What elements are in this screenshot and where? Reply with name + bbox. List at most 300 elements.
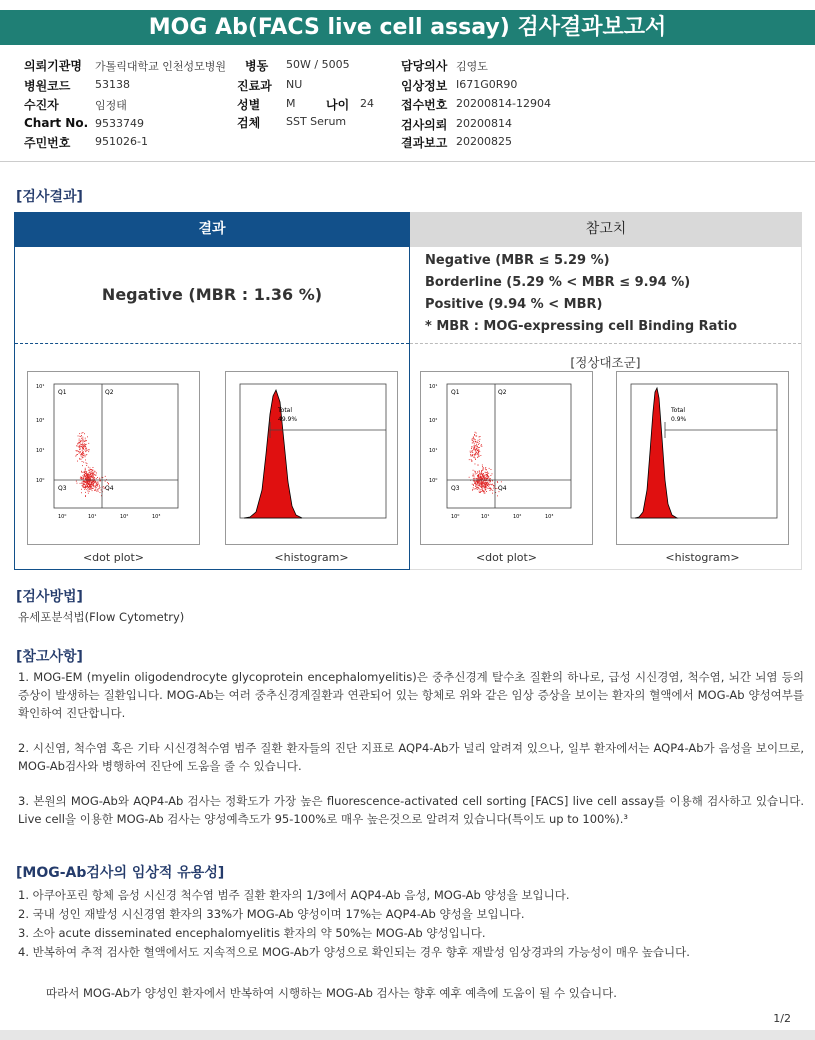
- scatter-dot: [93, 488, 94, 489]
- scatter-dot: [92, 490, 93, 491]
- scatter-dot: [479, 491, 480, 492]
- scatter-dot: [88, 477, 89, 478]
- scatter-dot: [94, 482, 95, 483]
- scatter-dot: [482, 481, 483, 482]
- histogram-label: Total: [278, 407, 293, 414]
- scatter-dot: [473, 485, 474, 486]
- x-tick-label: 10⁰: [451, 514, 460, 520]
- scatter-dot: [90, 487, 91, 488]
- histogram-value: 0.9%: [671, 416, 687, 423]
- reference-negative: Negative (MBR ≤ 5.29 %): [425, 253, 610, 268]
- results-table: [14, 212, 802, 570]
- scatter-dot: [90, 473, 91, 474]
- note-paragraph: 1. MOG-EM (myelin oligodendrocyte glycoprotein encephalomyelitis)은 중추신경계 탈수초 질환의 하나로, 급성 시신경염, 척수염, 뇌간 뇌염 등의 증상이 발생하는 질환입니다. MOG-Ab는 여러 중추신경계질환과 연관되어 있는 항체로 위와 같은 임상 증상을 보이는 환자의 혈액에서 MOG-Ab 양성여부를 확인하여 진단합니다.: [18, 670, 804, 720]
- scatter-dot: [82, 438, 83, 439]
- histogram-peak: [244, 390, 302, 518]
- scatter-dot: [476, 452, 477, 453]
- info-value: 가톨릭대학교 인천성모병원: [95, 60, 227, 73]
- scatter-dot: [87, 481, 88, 482]
- scatter-dot: [475, 449, 476, 450]
- scatter-dot: [85, 438, 86, 439]
- info-value: 53138: [95, 78, 130, 91]
- info-label: 의뢰기관명: [24, 59, 82, 73]
- scatter-dot: [481, 489, 482, 490]
- scatter-dot: [501, 481, 502, 482]
- scatter-dot: [87, 436, 88, 437]
- scatter-dot: [91, 476, 92, 477]
- scatter-dot: [473, 478, 474, 479]
- scatter-dot: [86, 483, 87, 484]
- scatter-dot: [103, 486, 104, 487]
- scatter-dot: [82, 481, 83, 482]
- scatter-dot: [479, 483, 480, 484]
- scatter-dot: [470, 452, 471, 453]
- scatter-dot: [483, 473, 484, 474]
- scatter-dot: [471, 461, 472, 462]
- scatter-dot: [77, 483, 78, 484]
- scatter-dot: [479, 451, 480, 452]
- clinical-conclusion: 따라서 MOG-Ab가 양성인 환자에서 반복하여 시행하는 MOG-Ab 검사는 향후 예후 예측에 도움이 될 수 있습니다.: [46, 986, 617, 1000]
- scatter-dot: [84, 476, 85, 477]
- scatter-dot: [481, 486, 482, 487]
- scatter-dot: [472, 475, 473, 476]
- scatter-dot: [484, 493, 485, 494]
- y-tick-label: 10²: [429, 418, 438, 424]
- scatter-dot: [479, 475, 480, 476]
- scatter-dot: [483, 469, 484, 470]
- scatter-dot: [96, 491, 97, 492]
- scatter-dot: [99, 488, 100, 489]
- scatter-dot: [95, 481, 96, 482]
- scatter-dot: [79, 440, 80, 441]
- reference-positive: Positive (9.94 % < MBR): [425, 297, 603, 312]
- scatter-dot: [78, 451, 79, 452]
- x-tick-label: 10²: [120, 514, 129, 520]
- scatter-dot: [474, 476, 475, 477]
- scatter-dot: [484, 488, 485, 489]
- scatter-dot: [85, 446, 86, 447]
- scatter-dot: [480, 492, 481, 493]
- scatter-dot: [96, 473, 97, 474]
- scatter-dot: [479, 484, 480, 485]
- scatter-dot: [80, 449, 81, 450]
- scatter-dot: [85, 473, 86, 474]
- info-label: 주민번호: [24, 136, 71, 150]
- info-label: 수진자: [24, 98, 59, 112]
- scatter-dot: [478, 488, 479, 489]
- scatter-dot: [473, 487, 474, 488]
- scatter-dot: [486, 476, 487, 477]
- scatter-dot: [479, 478, 480, 479]
- scatter-dot: [82, 478, 83, 479]
- scatter-dot: [485, 477, 486, 478]
- scatter-dot: [469, 459, 470, 460]
- scatter-dot: [490, 490, 491, 491]
- scatter-dot: [474, 489, 475, 490]
- scatter-dot: [89, 449, 90, 450]
- scatter-dot: [490, 484, 491, 485]
- scatter-dot: [472, 452, 473, 453]
- scatter-dot: [76, 481, 77, 482]
- scatter-dot: [475, 486, 476, 487]
- scatter-dot: [485, 493, 486, 494]
- scatter-dot: [476, 488, 477, 489]
- scatter-dot: [486, 474, 487, 475]
- scatter-dot: [88, 487, 89, 488]
- scatter-dot: [492, 480, 493, 481]
- patient-histogram: [225, 371, 398, 545]
- scatter-dot: [89, 482, 90, 483]
- scatter-dot: [76, 455, 77, 456]
- scatter-dot: [474, 457, 475, 458]
- scatter-dot: [476, 478, 477, 479]
- scatter-dot: [480, 455, 481, 456]
- scatter-dot: [78, 436, 79, 437]
- scatter-dot: [472, 484, 473, 485]
- scatter-dot: [90, 468, 91, 469]
- scatter-dot: [82, 444, 83, 445]
- info-label: 진료과: [237, 79, 272, 93]
- scatter-dot: [481, 477, 482, 478]
- scatter-dot: [490, 475, 491, 476]
- scatter-dot: [89, 491, 90, 492]
- scatter-dot: [488, 486, 489, 487]
- scatter-dot: [484, 484, 485, 485]
- scatter-dot: [80, 483, 81, 484]
- scatter-dot: [93, 481, 94, 482]
- scatter-dot: [476, 485, 477, 486]
- scatter-dot: [473, 442, 474, 443]
- scatter-dot: [93, 472, 94, 473]
- scatter-dot: [477, 454, 478, 455]
- footer-bar: [0, 1030, 815, 1040]
- scatter-dot: [480, 473, 481, 474]
- scatter-dot: [480, 474, 481, 475]
- scatter-dot: [86, 487, 87, 488]
- scatter-dot: [94, 490, 95, 491]
- scatter-dot: [473, 447, 474, 448]
- info-value: 임정태: [95, 99, 127, 112]
- scatter-dot: [474, 447, 475, 448]
- scatter-dot: [477, 448, 478, 449]
- histogram-label: Total: [671, 407, 686, 414]
- scatter-dot: [82, 450, 83, 451]
- scatter-dot: [471, 459, 472, 460]
- scatter-dot: [473, 441, 474, 442]
- scatter-dot: [481, 483, 482, 484]
- scatter-dot: [96, 483, 97, 484]
- scatter-dot: [482, 470, 483, 471]
- scatter-dot: [471, 456, 472, 457]
- scatter-dot: [83, 446, 84, 447]
- scatter-dot: [81, 444, 82, 445]
- scatter-dot: [85, 444, 86, 445]
- scatter-dot: [81, 446, 82, 447]
- scatter-dot: [98, 489, 99, 490]
- scatter-dot: [84, 489, 85, 490]
- scatter-dot: [474, 454, 475, 455]
- scatter-dot: [492, 473, 493, 474]
- scatter-dot: [472, 438, 473, 439]
- scatter-dot: [92, 482, 93, 483]
- scatter-dot: [81, 435, 82, 436]
- scatter-dot: [478, 454, 479, 455]
- scatter-dot: [478, 481, 479, 482]
- info-value: SST Serum: [286, 115, 347, 128]
- scatter-dot: [486, 486, 487, 487]
- scatter-dot: [491, 489, 492, 490]
- quadrant-label: Q2: [105, 389, 114, 396]
- scatter-dot: [107, 482, 108, 483]
- histogram-svg: [617, 372, 788, 544]
- scatter-dot: [91, 485, 92, 486]
- scatter-dot: [476, 445, 477, 446]
- scatter-dot: [478, 478, 479, 479]
- scatter-dot: [475, 464, 476, 465]
- scatter-dot: [485, 489, 486, 490]
- scatter-dot: [473, 449, 474, 450]
- info-value: 20200814-12904: [456, 97, 551, 110]
- plot-frame: [447, 384, 571, 508]
- scatter-dot: [479, 456, 480, 457]
- clinical-item: 1. 아쿠아포린 항체 음성 시신경 척수염 범주 질환 환자의 1/3에서 AQP4-Ab 음성, MOG-Ab 양성을 보입니다.: [18, 888, 570, 902]
- scatter-dot: [82, 461, 83, 462]
- scatter-dot: [477, 465, 478, 466]
- scatter-dot: [472, 451, 473, 452]
- scatter-dot: [476, 442, 477, 443]
- scatter-dot: [474, 471, 475, 472]
- info-label: 병동: [245, 59, 269, 73]
- scatter-dot: [86, 462, 87, 463]
- histogram-svg: [226, 372, 397, 544]
- scatter-dot: [80, 436, 81, 437]
- scatter-dot: [93, 483, 94, 484]
- scatter-dot: [482, 465, 483, 466]
- scatter-dot: [477, 457, 478, 458]
- scatter-dot: [472, 489, 473, 490]
- scatter-dot: [487, 485, 488, 486]
- scatter-dot: [84, 487, 85, 488]
- scatter-dot: [79, 439, 80, 440]
- scatter-dot: [105, 481, 106, 482]
- scatter-dot: [474, 434, 475, 435]
- quadrant-label: Q2: [498, 389, 507, 396]
- scatter-dot: [473, 474, 474, 475]
- x-tick-label: 10³: [152, 514, 161, 520]
- scatter-dot: [483, 483, 484, 484]
- scatter-dot: [487, 484, 488, 485]
- scatter-dot: [82, 465, 83, 466]
- scatter-dot: [100, 492, 101, 493]
- plot-caption: <histogram>: [665, 551, 740, 564]
- scatter-dot: [486, 479, 487, 480]
- scatter-dot: [105, 476, 106, 477]
- scatter-dot: [493, 488, 494, 489]
- scatter-dot: [475, 471, 476, 472]
- scatter-dot: [486, 484, 487, 485]
- scatter-dot: [85, 476, 86, 477]
- scatter-dot: [492, 490, 493, 491]
- scatter-dot: [85, 460, 86, 461]
- scatter-dot: [81, 438, 82, 439]
- scatter-dot: [476, 481, 477, 482]
- scatter-dot: [95, 472, 96, 473]
- scatter-dot: [479, 443, 480, 444]
- scatter-dot: [82, 440, 83, 441]
- scatter-dot: [472, 450, 473, 451]
- scatter-dot: [83, 478, 84, 479]
- scatter-dot: [93, 484, 94, 485]
- scatter-dot: [473, 481, 474, 482]
- scatter-dot: [81, 471, 82, 472]
- scatter-dot: [76, 445, 77, 446]
- scatter-dot: [485, 472, 486, 473]
- scatter-dot: [492, 484, 493, 485]
- scatter-dot: [77, 446, 78, 447]
- result-header: 결과: [14, 212, 410, 247]
- y-tick-label: 10¹: [36, 384, 45, 390]
- scatter-dot: [474, 446, 475, 447]
- scatter-dot: [77, 451, 78, 452]
- scatter-dot: [85, 440, 86, 441]
- info-label: 담당의사: [401, 59, 448, 73]
- scatter-dot: [92, 475, 93, 476]
- scatter-dot: [85, 441, 86, 442]
- scatter-dot: [497, 482, 498, 483]
- scatter-dot: [82, 483, 83, 484]
- scatter-dot: [475, 482, 476, 483]
- y-tick-label: 10⁰: [36, 478, 45, 484]
- scatter-dot: [472, 440, 473, 441]
- scatter-dot: [95, 487, 96, 488]
- scatter-dot: [487, 475, 488, 476]
- scatter-dot: [86, 479, 87, 480]
- scatter-dot: [488, 473, 489, 474]
- scatter-dot: [482, 482, 483, 483]
- scatter-dot: [85, 470, 86, 471]
- scatter-dot: [90, 472, 91, 473]
- scatter-dot: [478, 450, 479, 451]
- scatter-dot: [83, 444, 84, 445]
- scatter-dot: [90, 479, 91, 480]
- scatter-dot: [92, 473, 93, 474]
- scatter-dot: [473, 475, 474, 476]
- quadrant-label: Q1: [451, 389, 460, 396]
- scatter-dot: [87, 486, 88, 487]
- scatter-dot: [488, 477, 489, 478]
- scatter-dot: [85, 486, 86, 487]
- scatter-dot: [77, 461, 78, 462]
- scatter-dot: [86, 477, 87, 478]
- scatter-dot: [100, 487, 101, 488]
- scatter-dot: [92, 470, 93, 471]
- scatter-dot: [472, 454, 473, 455]
- scatter-dot: [477, 472, 478, 473]
- scatter-dot: [478, 456, 479, 457]
- scatter-dot: [83, 451, 84, 452]
- scatter-dot: [87, 482, 88, 483]
- scatter-dot: [475, 474, 476, 475]
- scatter-dot: [474, 478, 475, 479]
- scatter-dot: [480, 481, 481, 482]
- scatter-dot: [481, 478, 482, 479]
- scatter-dot: [490, 488, 491, 489]
- x-tick-label: 10¹: [88, 514, 97, 520]
- scatter-dot: [81, 453, 82, 454]
- scatter-dot: [484, 483, 485, 484]
- scatter-dot: [99, 485, 100, 486]
- scatter-dot: [476, 444, 477, 445]
- scatter-dot: [83, 441, 84, 442]
- scatter-dot: [81, 455, 82, 456]
- scatter-dot: [83, 462, 84, 463]
- scatter-dot: [86, 489, 87, 490]
- scatter-dot: [478, 485, 479, 486]
- scatter-dot: [481, 471, 482, 472]
- scatter-dot: [486, 478, 487, 479]
- divider: [410, 343, 801, 344]
- scatter-dot: [477, 483, 478, 484]
- plot-caption: <dot plot>: [475, 551, 538, 564]
- scatter-dot: [85, 487, 86, 488]
- quadrant-label: Q4: [105, 485, 114, 492]
- scatter-dot: [473, 484, 474, 485]
- scatter-dot: [83, 472, 84, 473]
- scatter-dot: [491, 469, 492, 470]
- scatter-dot: [88, 483, 89, 484]
- scatter-dot: [478, 455, 479, 456]
- scatter-dot: [92, 472, 93, 473]
- scatter-dot: [89, 469, 90, 470]
- reference-borderline: Borderline (5.29 % < MBR ≤ 9.94 %): [425, 275, 691, 290]
- y-tick-label: 10¹: [429, 384, 438, 390]
- patient-dot-plot: [27, 371, 200, 545]
- control-histogram: [616, 371, 789, 545]
- scatter-dot: [97, 486, 98, 487]
- scatter-dot: [84, 455, 85, 456]
- x-tick-label: 10⁰: [58, 514, 67, 520]
- scatter-dot: [81, 478, 82, 479]
- scatter-dot: [475, 436, 476, 437]
- scatter-dot: [480, 491, 481, 492]
- page-number: 1/2: [773, 1012, 791, 1025]
- scatter-dot: [93, 474, 94, 475]
- scatter-dot: [485, 467, 486, 468]
- scatter-dot: [478, 482, 479, 483]
- scatter-dot: [79, 446, 80, 447]
- scatter-dot: [482, 474, 483, 475]
- scatter-dot: [484, 487, 485, 488]
- scatter-dot: [481, 491, 482, 492]
- scatter-dot: [485, 475, 486, 476]
- scatter-dot: [80, 478, 81, 479]
- scatter-dot: [484, 475, 485, 476]
- clinical-item: 4. 반복하여 추적 검사한 혈액에서도 지속적으로 MOG-Ab가 양성으로 확인되는 경우 향후 재발성 임상경과의 가능성이 매우 높습니다.: [18, 945, 690, 959]
- scatter-dot: [479, 437, 480, 438]
- scatter-dot: [80, 443, 81, 444]
- scatter-dot: [476, 433, 477, 434]
- report-title: MOG Ab(FACS live cell assay) 검사결과보고서: [0, 10, 815, 45]
- control-dot-plot: [420, 371, 593, 545]
- scatter-dot: [471, 455, 472, 456]
- scatter-dot: [82, 443, 83, 444]
- scatter-dot: [482, 489, 483, 490]
- results-heading: [검사결과]: [16, 189, 83, 205]
- scatter-dot: [475, 458, 476, 459]
- scatter-dot: [90, 469, 91, 470]
- scatter-dot: [475, 459, 476, 460]
- scatter-dot: [87, 491, 88, 492]
